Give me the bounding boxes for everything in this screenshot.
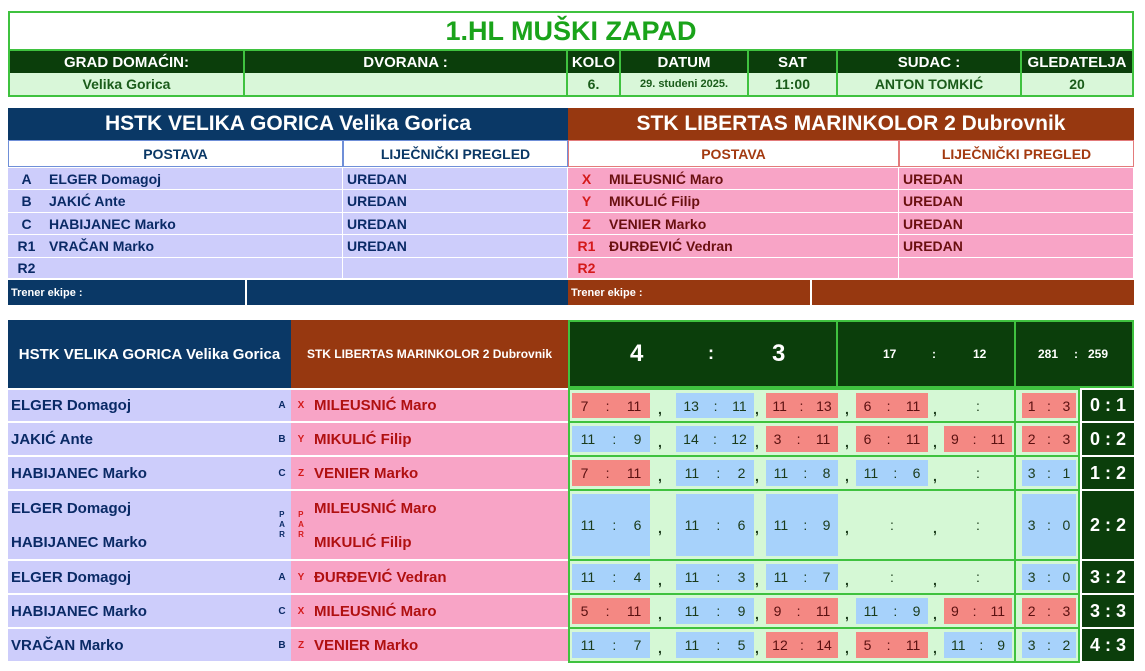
result-away: 2 (1062, 637, 1071, 653)
result-colon: : (1047, 465, 1051, 481)
home-player-status: UREDAN (343, 235, 568, 258)
set-separator: , (658, 640, 662, 656)
match-home-player: JAKIĆ Ante (8, 423, 273, 457)
result-colon: : (1047, 431, 1051, 447)
home-player-name: HABIJANEC Marko (45, 213, 343, 235)
set-separator: , (845, 520, 849, 536)
sets-score-box (838, 320, 1016, 388)
away-player-status (899, 258, 1134, 279)
set-away-points: 13 (816, 397, 832, 414)
home-coach-label: Trener ekipe : (8, 280, 245, 305)
set-colon: : (886, 397, 891, 414)
match-away-code: P A R (291, 491, 311, 561)
set-home-points: 14 (683, 431, 699, 447)
result-home: 3 (1027, 465, 1036, 481)
running-total: 0 : 2 (1082, 423, 1134, 455)
set-score (572, 460, 650, 486)
away-player-name: VENIER Marko (605, 213, 899, 235)
set-colon: : (716, 517, 721, 533)
home-player-name: VRAČAN Marko (45, 235, 343, 258)
set-separator: , (658, 606, 662, 622)
set-away-points: 14 (816, 637, 832, 653)
set-colon: : (796, 603, 801, 619)
set-away-points: 9 (912, 603, 921, 619)
set-score (944, 632, 1012, 658)
set-home-points: 11 (773, 569, 789, 585)
running-total: 2 : 2 (1082, 491, 1134, 559)
set-separator: , (755, 572, 759, 588)
set-home-points: 9 (950, 431, 959, 447)
set-away-points: 11 (626, 603, 642, 619)
value-datum: 29. studeni 2025. (621, 73, 749, 95)
set-home-points: 11 (580, 431, 596, 447)
set-separator: , (933, 520, 937, 536)
sets-score-colon: : (932, 347, 936, 361)
result-away: 1 (1062, 465, 1071, 481)
match-home-player: VRAČAN Marko (8, 629, 273, 663)
result-away: 3 (1062, 431, 1071, 447)
set-away-points: 7 (633, 637, 642, 653)
set-separator: , (845, 434, 849, 450)
set-colon: : (716, 603, 721, 619)
set-score (944, 393, 1012, 418)
match-result (1022, 393, 1076, 418)
result-colon: : (1047, 603, 1051, 619)
value-kolo: 6. (568, 73, 621, 95)
set-home-points: 9 (773, 603, 782, 619)
match-home-code: C (273, 595, 291, 629)
match-away-code: X (291, 595, 311, 629)
set-home-points: 11 (580, 517, 596, 533)
set-score (676, 494, 754, 556)
match-away-team: STK LIBERTAS MARINKOLOR 2 Dubrovnik (291, 320, 568, 388)
match-away-code: X (291, 390, 311, 423)
set-away-points: 6 (633, 517, 642, 533)
set-separator: , (755, 400, 759, 417)
label-gledatelja: GLEDATELJA (1022, 51, 1132, 73)
home-coach-value (245, 280, 568, 305)
set-colon: : (886, 637, 891, 653)
set-separator: , (933, 400, 937, 417)
set-colon: : (893, 603, 898, 619)
match-away-player: MILEUSNIĆ Maro (311, 595, 568, 629)
set-separator: , (933, 572, 937, 588)
set-score (856, 460, 928, 486)
away-player-code: R2 (568, 258, 605, 279)
away-player-status: UREDAN (899, 235, 1134, 258)
home-player-status: UREDAN (343, 190, 568, 213)
set-colon: : (605, 397, 610, 414)
set-score (766, 632, 838, 658)
set-home-points: 3 (773, 431, 782, 447)
match-away-code: Z (291, 629, 311, 663)
set-score (572, 598, 650, 624)
set-colon: : (716, 569, 721, 585)
match-result (1022, 460, 1076, 486)
set-away-points: 11 (815, 431, 831, 447)
set-score (856, 494, 928, 556)
match-away-player: VENIER Marko (311, 629, 568, 663)
match-home-code: B (273, 423, 291, 457)
running-total: 4 : 3 (1082, 629, 1134, 661)
match-home-player: HABIJANEC Marko (8, 595, 273, 629)
set-colon: : (796, 431, 801, 447)
set-score (944, 598, 1012, 624)
match-result (1022, 494, 1076, 556)
match-result (1022, 564, 1076, 590)
set-score (856, 632, 928, 658)
set-home-points: 5 (863, 637, 872, 653)
set-away-points: 11 (905, 637, 921, 653)
set-away-points: 7 (822, 569, 831, 585)
set-score (766, 564, 838, 590)
set-colon: : (803, 517, 808, 533)
set-home-points: 9 (950, 603, 959, 619)
match-home-player: ELGER Domagoj (8, 390, 273, 423)
set-home-points: 12 (772, 637, 788, 653)
match-result (1022, 426, 1076, 452)
running-total: 3 : 2 (1082, 561, 1134, 593)
set-away-points: 11 (990, 603, 1006, 619)
match-result (1022, 632, 1076, 658)
points-score-away: 259 (1088, 347, 1109, 361)
away-player-code: Z (568, 213, 605, 235)
set-score (766, 426, 838, 452)
set-score (572, 426, 650, 452)
set-separator: , (845, 468, 849, 484)
result-home: 3 (1027, 637, 1036, 653)
set-home-points: 11 (950, 637, 966, 653)
label-sat: SAT (749, 51, 838, 73)
match-home-code: C (273, 457, 291, 491)
set-colon: : (612, 431, 617, 447)
match-score-box (568, 320, 838, 388)
match-away-player: MILEUSNIĆ Maro (311, 491, 568, 526)
match-away-code: Y (291, 561, 311, 595)
set-away-points: 11 (626, 397, 642, 414)
set-home-points: 7 (580, 397, 589, 414)
set-colon: : (716, 465, 721, 481)
league-title: 1.HL MUŠKI ZAPAD (8, 11, 1134, 51)
away-player-status: UREDAN (899, 168, 1134, 190)
set-colon: : (803, 569, 808, 585)
set-score (856, 426, 928, 452)
set-score (572, 393, 650, 418)
set-separator: , (845, 572, 849, 588)
set-home-points: 11 (773, 517, 789, 533)
result-away: 0 (1062, 517, 1071, 533)
home-player-code: C (8, 213, 45, 235)
set-colon: : (799, 397, 804, 414)
set-home-points: 11 (684, 569, 700, 585)
set-score (944, 494, 1012, 556)
running-total: 1 : 2 (1082, 457, 1134, 489)
set-away-points: 12 (731, 431, 747, 447)
away-team-title: STK LIBERTAS MARINKOLOR 2 Dubrovnik (568, 108, 1134, 140)
set-colon: : (976, 517, 980, 533)
set-score (572, 632, 650, 658)
set-score (766, 598, 838, 624)
set-separator: , (755, 640, 759, 656)
home-player-name: ELGER Domagoj (45, 168, 343, 190)
set-home-points: 13 (683, 397, 699, 414)
label-sudac: SUDAC : (838, 51, 1022, 73)
away-player-name: MILEUSNIĆ Maro (605, 168, 899, 190)
match-score-away: 3 (772, 340, 786, 367)
result-home: 3 (1027, 569, 1036, 585)
match-away-code: Y (291, 423, 311, 457)
set-home-points: 11 (684, 465, 700, 481)
result-colon: : (1047, 397, 1051, 414)
set-colon: : (713, 397, 718, 414)
home-player-status: UREDAN (343, 213, 568, 235)
set-score (676, 632, 754, 658)
match-home-code: A (273, 561, 291, 595)
home-player-status (343, 258, 568, 279)
set-separator: , (658, 468, 662, 484)
set-away-points: 11 (732, 397, 747, 414)
set-away-points: 9 (633, 431, 642, 447)
home-pregled-header: LIJEČNIČKI PREGLED (343, 140, 568, 167)
away-player-name (605, 258, 899, 279)
value-gledatelja: 20 (1022, 73, 1132, 95)
set-away-points: 6 (912, 465, 921, 481)
set-score (572, 494, 650, 556)
set-score (856, 393, 928, 418)
set-away-points: 8 (822, 465, 831, 481)
set-separator: , (755, 434, 759, 450)
set-away-points: 4 (633, 569, 642, 585)
match-home-code: B (273, 629, 291, 663)
set-colon: : (893, 465, 898, 481)
home-player-code: B (8, 190, 45, 213)
running-total: 3 : 3 (1082, 595, 1134, 627)
sets-score-away: 12 (973, 347, 987, 361)
points-score-colon: : (1074, 347, 1078, 361)
set-separator: , (658, 434, 662, 450)
set-score (856, 564, 928, 590)
home-team-title: HSTK VELIKA GORICA Velika Gorica (8, 108, 568, 140)
set-score (944, 564, 1012, 590)
value-grad: Velika Gorica (10, 73, 245, 95)
result-colon: : (1047, 569, 1051, 585)
value-dvorana (245, 73, 568, 95)
set-separator: , (755, 520, 759, 536)
set-separator: , (933, 434, 937, 450)
match-away-player: MIKULIĆ Filip (311, 526, 568, 561)
match-home-player: HABIJANEC Marko (8, 526, 273, 561)
match-home-team: HSTK VELIKA GORICA Velika Gorica (8, 320, 291, 388)
match-home-player: HABIJANEC Marko (8, 457, 273, 491)
label-grad: GRAD DOMAĆIN: (10, 51, 245, 73)
points-score-box (1016, 320, 1134, 388)
match-away-player: ĐURĐEVIĆ Vedran (311, 561, 568, 595)
set-score (856, 598, 928, 624)
set-separator: , (658, 400, 662, 417)
match-score-colon: : (708, 343, 714, 363)
match-away-code: Z (291, 457, 311, 491)
home-player-code: R1 (8, 235, 45, 258)
set-separator: , (845, 606, 849, 622)
result-home: 2 (1027, 603, 1036, 619)
set-colon: : (800, 637, 804, 653)
set-home-points: 11 (684, 637, 700, 653)
set-colon: : (976, 569, 980, 585)
match-away-player: MILEUSNIĆ Maro (311, 390, 568, 423)
home-player-name: JAKIĆ Ante (45, 190, 343, 213)
set-score (766, 494, 838, 556)
set-colon: : (972, 431, 977, 447)
set-score (766, 460, 838, 486)
label-kolo: KOLO (568, 51, 621, 73)
set-colon: : (979, 637, 984, 653)
set-away-points: 11 (626, 465, 642, 481)
match-home-player: ELGER Domagoj (8, 491, 273, 526)
home-player-code: A (8, 168, 45, 190)
set-colon: : (803, 465, 808, 481)
away-player-status: UREDAN (899, 190, 1134, 213)
set-colon: : (612, 517, 617, 533)
set-home-points: 11 (580, 569, 596, 585)
set-separator: , (658, 520, 662, 536)
set-separator: , (845, 640, 849, 656)
set-separator: , (658, 572, 662, 588)
set-score (676, 564, 754, 590)
set-away-points: 11 (815, 603, 831, 619)
points-score-home: 281 (1038, 347, 1059, 361)
match-home-code: P A R (273, 491, 291, 561)
set-away-points: 3 (737, 569, 746, 585)
result-away: 3 (1062, 603, 1071, 619)
away-coach-value (810, 280, 1134, 305)
match-away-player: VENIER Marko (311, 457, 568, 491)
home-player-code: R2 (8, 258, 45, 279)
result-colon: : (1047, 637, 1051, 653)
set-colon: : (886, 431, 891, 447)
away-player-code: R1 (568, 235, 605, 258)
set-home-points: 6 (863, 431, 872, 447)
away-player-code: X (568, 168, 605, 190)
set-away-points: 9 (997, 637, 1006, 653)
label-dvorana: DVORANA : (245, 51, 568, 73)
set-home-points: 11 (863, 465, 879, 481)
away-player-status: UREDAN (899, 213, 1134, 235)
set-away-points: 11 (990, 431, 1006, 447)
set-score (766, 393, 838, 418)
set-away-points: 6 (737, 517, 746, 533)
match-away-player: MIKULIĆ Filip (311, 423, 568, 457)
result-colon: : (1047, 517, 1051, 533)
set-colon: : (890, 517, 894, 533)
result-home: 3 (1027, 517, 1036, 533)
home-player-status: UREDAN (343, 168, 568, 190)
value-sudac: ANTON TOMKIĆ (838, 73, 1022, 95)
match-result (1022, 598, 1076, 624)
set-score (676, 393, 754, 418)
set-away-points: 9 (822, 517, 831, 533)
away-pregled-header: LIJEČNIČKI PREGLED (899, 140, 1134, 167)
running-total: 0 : 1 (1082, 390, 1134, 421)
set-colon: : (605, 465, 610, 481)
away-postava-header: POSTAVA (568, 140, 899, 167)
set-score (676, 426, 754, 452)
label-datum: DATUM (621, 51, 749, 73)
set-separator: , (933, 468, 937, 484)
set-separator: , (933, 640, 937, 656)
set-separator: , (845, 400, 849, 417)
set-colon: : (890, 569, 894, 585)
set-colon: : (713, 431, 717, 447)
match-home-code: A (273, 390, 291, 423)
set-score (676, 598, 754, 624)
set-score (944, 460, 1012, 486)
set-away-points: 2 (737, 465, 746, 481)
home-player-name (45, 258, 343, 279)
value-sat: 11:00 (749, 73, 838, 95)
away-coach-label: Trener ekipe : (568, 280, 810, 305)
set-colon: : (612, 569, 617, 585)
set-away-points: 9 (737, 603, 746, 619)
away-player-code: Y (568, 190, 605, 213)
result-home: 1 (1027, 397, 1036, 414)
set-score (944, 426, 1012, 452)
set-colon: : (716, 637, 721, 653)
set-home-points: 6 (863, 397, 872, 414)
set-home-points: 11 (772, 397, 787, 414)
away-player-name: MIKULIĆ Filip (605, 190, 899, 213)
set-home-points: 11 (773, 465, 789, 481)
set-colon: : (972, 603, 977, 619)
result-home: 2 (1027, 431, 1036, 447)
set-score (676, 460, 754, 486)
set-score (572, 564, 650, 590)
set-away-points: 11 (905, 431, 921, 447)
set-home-points: 11 (580, 637, 596, 653)
result-away: 3 (1062, 397, 1071, 414)
match-score-home: 4 (630, 340, 644, 367)
set-home-points: 11 (684, 603, 700, 619)
set-home-points: 5 (580, 603, 589, 619)
set-away-points: 5 (737, 637, 746, 653)
set-home-points: 7 (580, 465, 589, 481)
set-colon: : (976, 397, 980, 414)
away-player-name: ĐURĐEVIĆ Vedran (605, 235, 899, 258)
set-colon: : (612, 637, 617, 653)
set-colon: : (605, 603, 610, 619)
set-home-points: 11 (863, 603, 879, 619)
set-colon: : (976, 465, 980, 481)
match-home-player: ELGER Domagoj (8, 561, 273, 595)
set-separator: , (755, 468, 759, 484)
set-home-points: 11 (684, 517, 700, 533)
home-postava-header: POSTAVA (8, 140, 343, 167)
result-away: 0 (1062, 569, 1071, 585)
set-separator: , (755, 606, 759, 622)
set-separator: , (933, 606, 937, 622)
sets-score-home: 17 (883, 347, 897, 361)
set-away-points: 11 (905, 397, 921, 414)
